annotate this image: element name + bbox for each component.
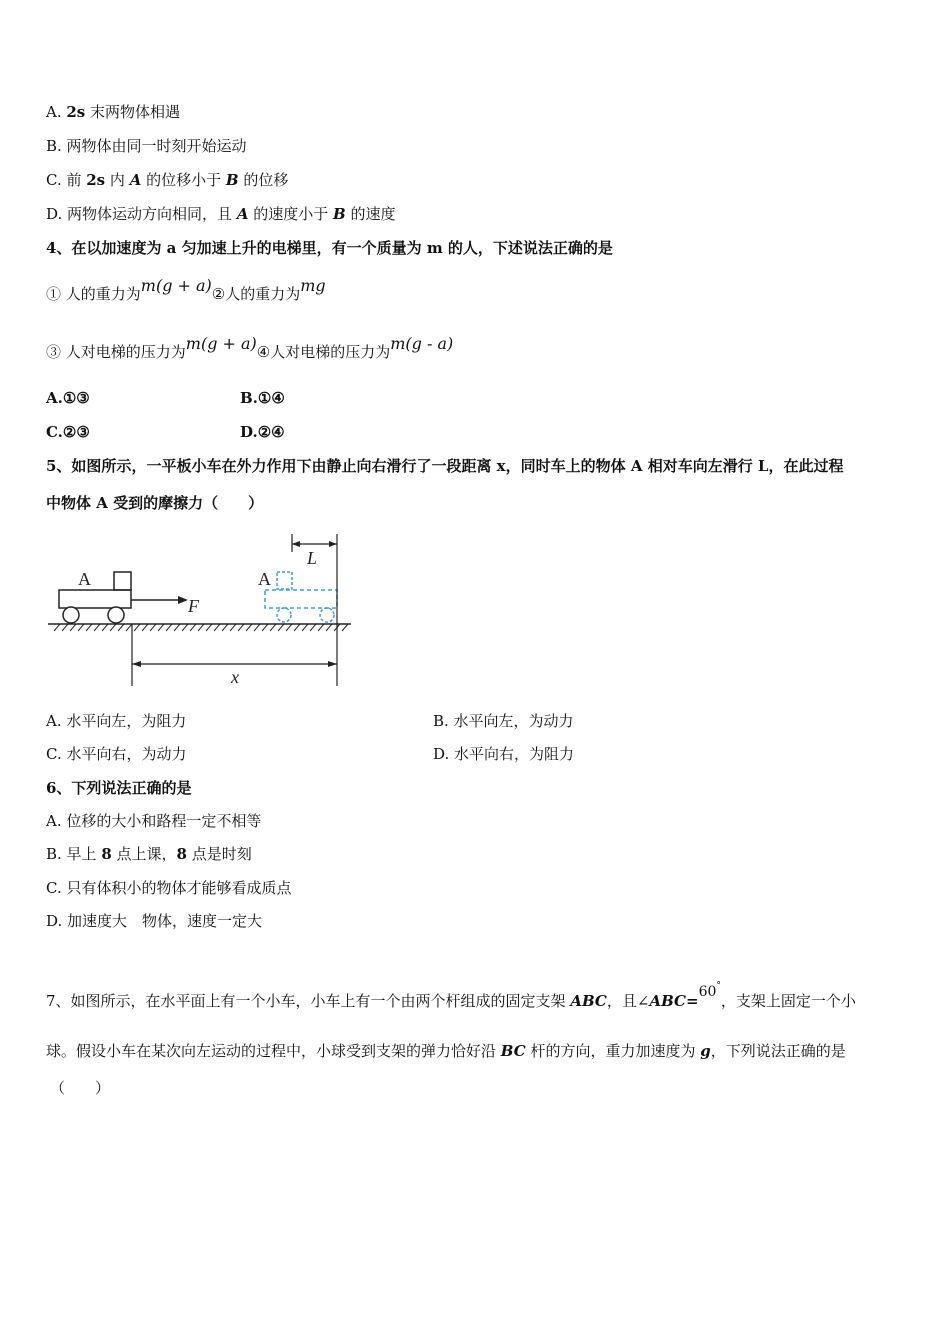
q6-option-a: A. 位移的大小和路程一定不相等 [46, 812, 262, 830]
q4-statement-3-4: ③ 人对电梯的压力为m(g + a)④人对电梯的压力为m(g - a) [46, 334, 454, 361]
label-a-initial: A [78, 569, 91, 589]
q5-stem-line1: 5、如图所示，一平板小车在外力作用下由静止向右滑行了一段距离 x，同时车上的物体 A 相对车向左滑行 L，在此过程 [46, 457, 844, 475]
q6-option-c: C. 只有体积小的物体才能够看成质点 [46, 879, 292, 897]
q7-answer-blank: （ ） [50, 1079, 111, 1097]
label-x: x [231, 667, 239, 687]
q7-stem-line2: 球。假设小车在某次向左运动的过程中，小球受到支架的弹力恰好沿 BC 杆的方向，重力加速度为 g，下列说法正确的是 [46, 1042, 846, 1060]
cart-initial-wheel-left [63, 607, 79, 623]
q7-stem-line1: 7、如图所示，在水平面上有一个小车，小车上有一个由两个杆组成的固定支架 ABC，且∠ABC=60°，支架上固定一个小 [46, 981, 856, 1010]
cart-final [265, 590, 337, 608]
q6-option-d: D. 加速度大 物体，速度一定大 [46, 912, 263, 930]
q4-option-a: A.①③ [46, 389, 90, 407]
q5-option-c: C. 水平向右，为动力 [46, 745, 187, 763]
ground-hatching [54, 624, 348, 631]
q4-option-d: D.②④ [240, 423, 285, 441]
block-a-final [277, 572, 292, 589]
cart-final-wheel-left [277, 608, 291, 622]
q3-option-d: D. 两物体运动方向相同，且 A 的速度小于 B 的速度 [46, 205, 396, 223]
cart-initial-wheel-right [108, 607, 124, 623]
q5-option-d: D. 水平向右，为阻力 [433, 745, 575, 763]
label-f: F [188, 596, 199, 616]
label-l: L [307, 548, 318, 568]
force-arrowhead [178, 596, 188, 604]
block-a-initial [114, 572, 131, 590]
l-arrow-left [292, 541, 300, 547]
q4-statement-1-2: ① 人的重力为m(g + a)②人的重力为mg [46, 276, 326, 303]
degree-symbol: ° [716, 981, 721, 991]
q5-cart-figure [48, 530, 358, 695]
q3-option-c: C. 前 2s 内 A 的位移小于 B 的位移 [46, 171, 289, 189]
q4-option-b: B.①④ [240, 389, 285, 407]
cart-final-wheel-right [320, 608, 334, 622]
q4-stem: 4、在以加速度为 a 匀加速上升的电梯里，有一个质量为 m 的人，下述说法正确的是 [46, 239, 613, 257]
label-a-final: A [258, 569, 271, 589]
q5-stem-line2: 中物体 A 受到的摩擦力（ ） [46, 494, 264, 512]
l-arrow-right [329, 541, 337, 547]
q5-option-b: B. 水平向左，为动力 [433, 712, 574, 730]
x-arrow-right [328, 661, 337, 667]
q3-option-a: A. 2s 末两物体相遇 [46, 103, 181, 121]
x-arrow-left [132, 661, 141, 667]
q5-option-a: A. 水平向左，为阻力 [46, 712, 187, 730]
q6-option-b: B. 早上 8 点上课，8 点是时刻 [46, 845, 252, 863]
q4-option-c: C.②③ [46, 423, 90, 441]
q3-option-b: B. 两物体由同一时刻开始运动 [46, 137, 247, 155]
angle-value: 60 [698, 984, 717, 1000]
cart-initial [59, 590, 131, 608]
q6-stem: 6、下列说法正确的是 [46, 779, 192, 797]
